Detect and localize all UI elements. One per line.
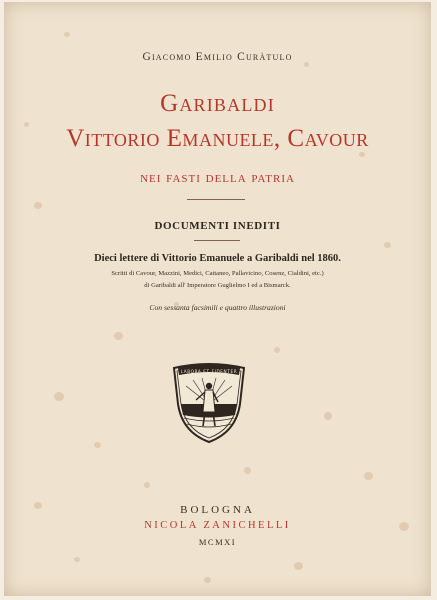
imprint-city: BOLOGNA: [180, 504, 255, 516]
facsimile-line: Con sessanta facsimili e quattro illustrazioni: [149, 303, 286, 312]
foxing-spot: [204, 577, 211, 583]
foxing-spot: [294, 562, 303, 570]
foxing-spot: [34, 202, 42, 209]
foxing-spot: [384, 242, 391, 248]
foxing-spot: [324, 412, 332, 420]
letters-line: Dieci lettere di Vittorio Emanuele a Garibaldi nel 1860.: [94, 253, 341, 264]
emblem-motto: LABORA ET FIDENTER: [180, 369, 238, 374]
divider-rule: [194, 240, 240, 241]
foxing-spot: [114, 332, 123, 340]
writings-line: Scritti di Cavour, Mazzini, Medici, Cattaneo, Pallavicino, Cosenz, Cialdini, etc.): [111, 270, 324, 277]
foxing-spot: [274, 347, 280, 353]
title-garibaldi: Garibaldi: [160, 90, 275, 117]
foxing-spot: [94, 442, 101, 448]
subtitle: nei fasti della patria: [140, 170, 295, 186]
foxing-spot: [244, 467, 251, 474]
foxing-spot: [74, 557, 80, 562]
foxing-spot: [64, 32, 70, 37]
foxing-spot: [54, 392, 64, 401]
documents-heading: DOCUMENTI INEDITI: [154, 220, 281, 232]
foxing-spot: [144, 482, 150, 488]
imprint-publisher: NICOLA ZANICHELLI: [144, 520, 291, 531]
imprint-year: MCMXI: [198, 537, 237, 547]
foxing-spot: [364, 472, 373, 480]
divider-rule: [187, 199, 245, 200]
book-cover: [4, 2, 431, 596]
garibaldi-line: di Garibaldi all' Imperatore Guglielmo I ed a Bismarck.: [144, 282, 291, 289]
author-name: Giacomo Emilio Curàtulo: [142, 51, 293, 63]
title-vittorio-emanuele-cavour: Vittorio Emanuele, Cavour: [66, 125, 369, 152]
sower-emblem-icon: [168, 360, 250, 444]
